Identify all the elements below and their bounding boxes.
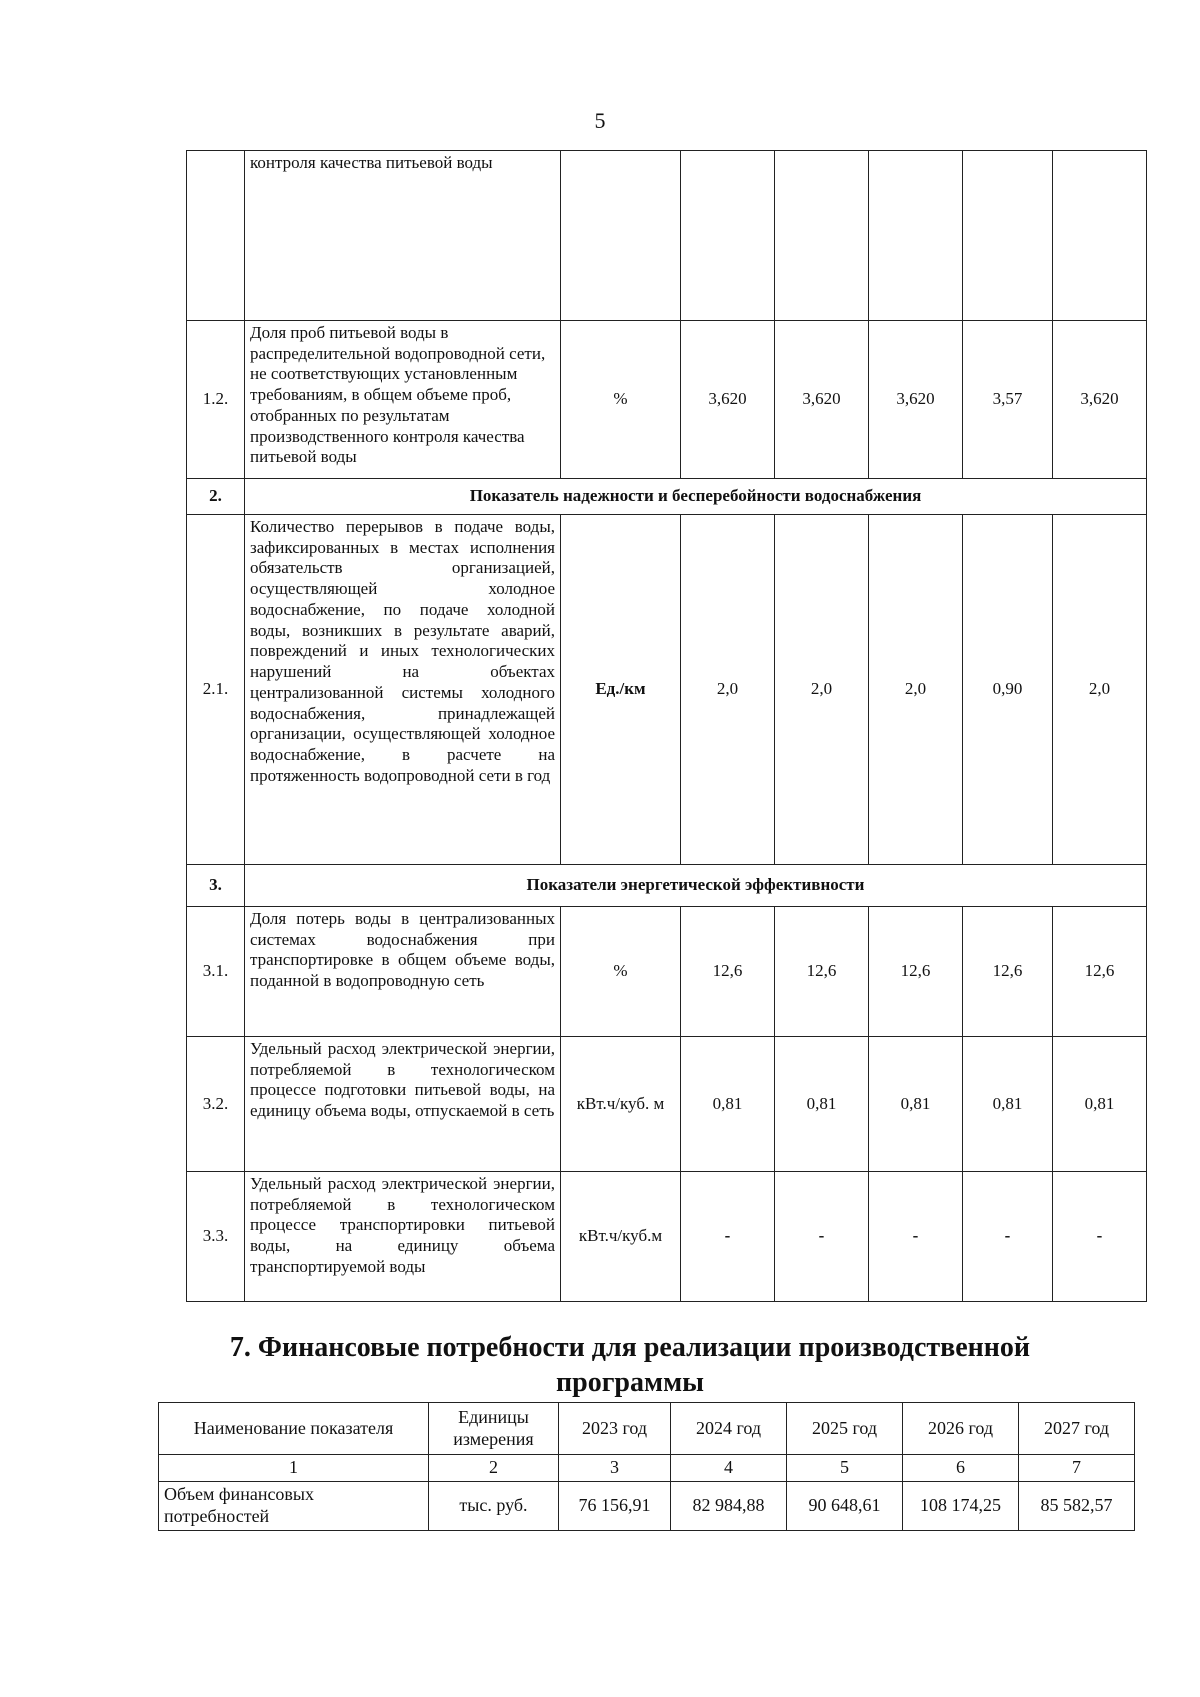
table-row (187, 515, 1147, 865)
section-title: Показатель надежности и бесперебойности водоснабжения (245, 479, 1147, 515)
header-cell: 2026 год (903, 1403, 1019, 1455)
table-row (187, 321, 1147, 479)
col-number-cell: 4 (671, 1455, 787, 1482)
col-number-cell: 5 (787, 1455, 903, 1482)
value-cell: 3,620 (681, 321, 775, 479)
value-cell: 90 648,61 (787, 1481, 903, 1530)
value-cell: - (963, 1172, 1053, 1302)
page-number: 5 (594, 108, 606, 133)
table-row (187, 1172, 1147, 1302)
header-cell: Наименование показателя (159, 1403, 429, 1455)
table-row (187, 1037, 1147, 1172)
unit-cell: кВт.ч/куб. м (561, 1037, 681, 1172)
value-cell: 2,0 (869, 515, 963, 865)
section-7-heading-line2: программы (556, 1367, 704, 1398)
section-row (187, 479, 1147, 515)
indicator-name: контроля качества питьевой воды (245, 151, 561, 321)
value-cell: 108 174,25 (903, 1481, 1019, 1530)
value-cell: 3,620 (775, 321, 869, 479)
col-number-cell: 1 (159, 1455, 429, 1482)
unit-cell: кВт.ч/куб.м (561, 1172, 681, 1302)
header-cell: 2027 год (1019, 1403, 1135, 1455)
section-7-heading (160, 1330, 1100, 1400)
value-cell: 12,6 (869, 907, 963, 1037)
col-number-cell: 3 (559, 1455, 671, 1482)
section-number: 3. (187, 865, 245, 907)
value-cell: 82 984,88 (671, 1481, 787, 1530)
unit-cell: тыс. руб. (429, 1481, 559, 1530)
value-cell: 0,90 (963, 515, 1053, 865)
value-cell: 12,6 (681, 907, 775, 1037)
section-row (187, 865, 1147, 907)
value-cell: 12,6 (775, 907, 869, 1037)
value-cell: 12,6 (963, 907, 1053, 1037)
value-cell: 0,81 (681, 1037, 775, 1172)
indicator-name: Удельный расход электрической энергии, потребляемой в технологическом процессе подготовки питьевой воды, на единицу объема воды, отпускаемой в сеть (245, 1037, 561, 1172)
table-row (187, 151, 1147, 321)
finance-table (158, 1402, 1135, 1531)
row-number: 3.2. (187, 1037, 245, 1172)
header-cell: Единицы измерения (429, 1403, 559, 1455)
value-cell: 85 582,57 (1019, 1481, 1135, 1530)
finance-header-row (159, 1403, 1135, 1455)
value-cell: - (775, 1172, 869, 1302)
row-number: 2.1. (187, 515, 245, 865)
value-cell: 3,620 (1053, 321, 1147, 479)
unit-cell: % (561, 907, 681, 1037)
section-number: 2. (187, 479, 245, 515)
indicator-name: Доля проб питьевой воды в распределительной водопроводной сети, не соответствующих установленным требованиям, в общем объеме проб, отобранных по результатам производственного контроля качества питьевой воды (245, 321, 561, 479)
finance-data-row (159, 1481, 1135, 1530)
value-cell: 0,81 (1053, 1037, 1147, 1172)
header-cell: 2025 год (787, 1403, 903, 1455)
value-cell: 0,81 (869, 1037, 963, 1172)
row-number: 1.2. (187, 321, 245, 479)
indicator-name: Количество перерывов в подаче воды, зафиксированных в местах исполнения обязательств организацией, осуществляющей холодное водоснабжение, по подаче холодной воды, возникших в результате аварий, повреждений и иных технологических нарушений на объектах централизованной системы холодного водоснабжения, принадлежащей организации, осуществляющей холодное водоснабжение, в расчете на протяженность водопроводной сети в год (245, 515, 561, 865)
row-number: 3.1. (187, 907, 245, 1037)
value-cell: 3,57 (963, 321, 1053, 479)
value-cell: 0,81 (775, 1037, 869, 1172)
value-cell: 0,81 (963, 1037, 1053, 1172)
row-number: 3.3. (187, 1172, 245, 1302)
header-cell: 2023 год (559, 1403, 671, 1455)
indicator-name: Объем финансовых потребностей (159, 1481, 429, 1530)
indicator-name: Удельный расход электрической энергии, потребляемой в технологическом процессе транспортировки питьевой воды, на единицу объема транспортируемой воды (245, 1172, 561, 1302)
finance-colnum-row (159, 1455, 1135, 1482)
value-cell: - (1053, 1172, 1147, 1302)
value-cell: 76 156,91 (559, 1481, 671, 1530)
col-number-cell: 6 (903, 1455, 1019, 1482)
unit-cell: % (561, 321, 681, 479)
indicators-table (186, 150, 1147, 1302)
unit-cell: Ед./км (561, 515, 681, 865)
value-cell: 3,620 (869, 321, 963, 479)
header-cell: 2024 год (671, 1403, 787, 1455)
table-row (187, 907, 1147, 1037)
value-cell: 12,6 (1053, 907, 1147, 1037)
value-cell: - (869, 1172, 963, 1302)
col-number-cell: 7 (1019, 1455, 1135, 1482)
row-number (187, 151, 245, 321)
col-number-cell: 2 (429, 1455, 559, 1482)
value-cell: 2,0 (775, 515, 869, 865)
section-title: Показатели энергетической эффективности (245, 865, 1147, 907)
value-cell: - (681, 1172, 775, 1302)
value-cell: 2,0 (681, 515, 775, 865)
value-cell: 2,0 (1053, 515, 1147, 865)
indicator-name: Доля потерь воды в централизованных системах водоснабжения при транспортировке в общем объеме воды, поданной в водопроводную сеть (245, 907, 561, 1037)
section-7-heading-line1: 7. Финансовые потребности для реализации производственной (229, 1332, 1031, 1363)
